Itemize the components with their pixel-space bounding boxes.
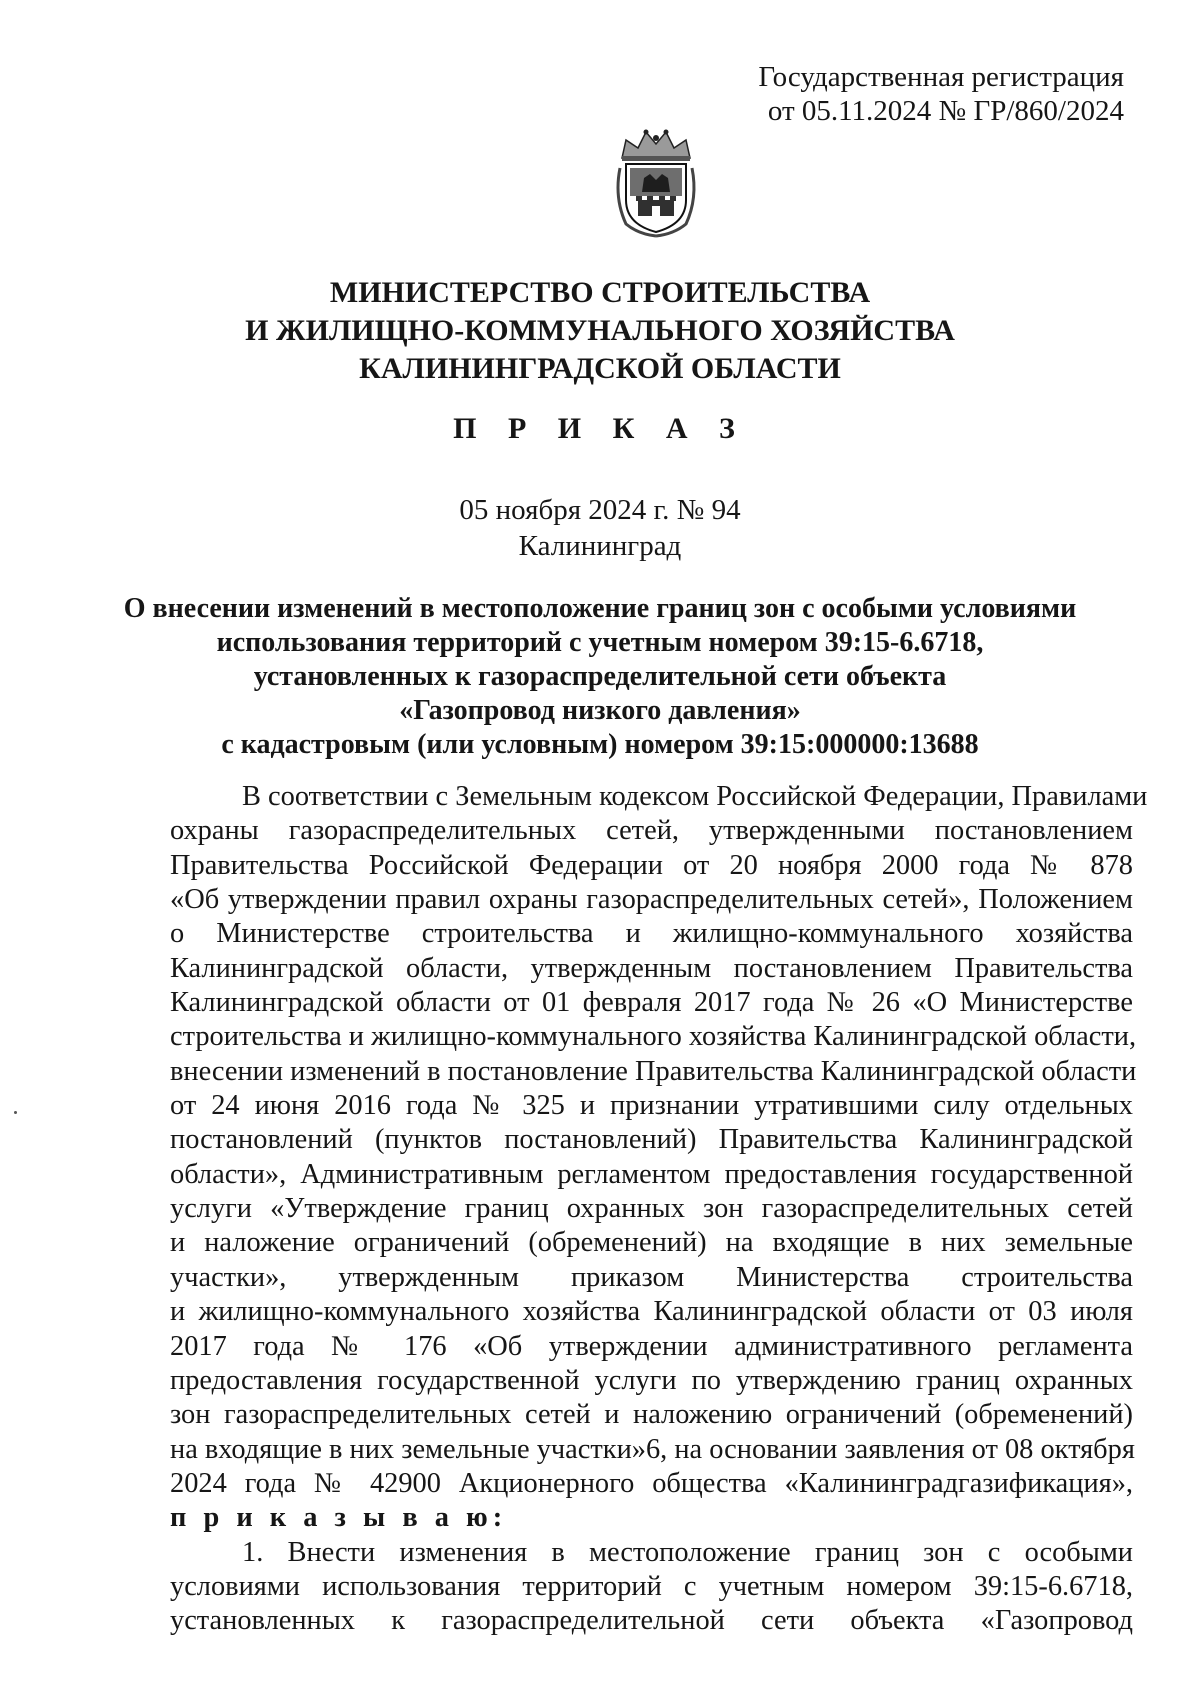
body-line: внесении изменений в постановление Правительства Калининградской области	[170, 1055, 1137, 1087]
body-line: охраны газораспределительных сетей, утвержденными постановлением	[170, 815, 1133, 847]
item-line: 1. Внести изменения в местоположение границ зон с особыми	[242, 1536, 1133, 1568]
body-line: Правительства Российской Федерации от 20 ноября 2000 года № 878	[170, 849, 1133, 881]
body-line: и наложение ограничений (обременений) на входящие в них земельные	[170, 1227, 1133, 1259]
ministry-name	[0, 274, 1200, 388]
body-line: услуги «Утверждение границ охранных зон газораспределительных сетей	[170, 1193, 1133, 1225]
registration-label: Государственная регистрация	[758, 61, 1124, 93]
ministry-line: МИНИСТЕРСТВО СТРОИТЕЛЬСТВА	[329, 276, 871, 309]
subject-line: использования территорий с учетным номером 39:15-6.6718,	[216, 627, 984, 658]
body-line: участки», утвержденным приказом Министерства строительства	[170, 1261, 1133, 1293]
body-line: о Министерстве строительства и жилищно-коммунального хозяйства	[170, 918, 1133, 950]
body-line: и жилищно-коммунального хозяйства Калининградской области от 03 июля	[170, 1296, 1133, 1328]
order-city: Калининград	[518, 530, 682, 562]
body-line: на входящие в них земельные участки»6, на основании заявления от 08 октября	[170, 1433, 1135, 1465]
scan-speck	[14, 1111, 17, 1114]
body-line: строительства и жилищно-коммунального хозяйства Калининградской области,	[170, 1021, 1137, 1053]
body-line: зон газораспределительных сетей и наложению ограничений (обременений)	[170, 1399, 1133, 1431]
order-date-number: 05 ноября 2024 г. № 94	[459, 494, 741, 526]
subject-line: установленных к газораспределительной сети объекта	[253, 661, 947, 692]
order-date-block	[0, 492, 1200, 564]
ministry-line: КАЛИНИНГРАДСКОЙ ОБЛАСТИ	[359, 352, 841, 385]
body-line: от 24 июня 2016 года № 325 и признании утратившими силу отдельных	[170, 1090, 1133, 1122]
body-line: В соответствии с Земельным кодексом Российской Федерации, Правилами	[242, 781, 1148, 812]
ministry-line: И ЖИЛИЩНО-КОММУНАЛЬНОГО ХОЗЯЙСТВА	[245, 314, 955, 347]
subject-line: с кадастровым (или условным) номером 39:15:000000:13688	[221, 729, 979, 760]
body-line: предоставления государственной услуги по утверждению границ охранных	[170, 1364, 1133, 1396]
decree-line	[170, 1501, 1133, 1535]
item-line: условиями использования территорий с учетным номером 39:15-6.6718,	[170, 1570, 1133, 1602]
order-subject	[0, 592, 1200, 762]
registration-number: от 05.11.2024 № ГР/860/2024	[767, 95, 1124, 127]
body-line: постановлений (пунктов постановлений) Правительства Калининградской	[170, 1124, 1133, 1156]
document-type-title: П Р И К А З	[453, 412, 747, 445]
subject-line: О внесении изменений в местоположение границ зон с особыми условиями	[123, 593, 1077, 624]
body-line: Калининградской области от 01 февраля 2017 года № 26 «О Министерстве	[170, 987, 1133, 1019]
body-line: 2017 года № 176 «Об утверждении административного регламента	[170, 1330, 1133, 1362]
coat-of-arms-icon	[612, 128, 700, 240]
body-line: Калининградской области, утвержденным постановлением Правительства	[170, 952, 1133, 984]
body-line: 2024 года № 42900 Акционерного общества «Калининградгазификация»,	[170, 1467, 1133, 1499]
item-line: установленных к газораспределительной сети объекта «Газопровод	[170, 1605, 1133, 1637]
decree-word: п р и к а з ы в а ю:	[170, 1502, 508, 1534]
body-line: области», Административным регламентом предоставления государственной	[170, 1158, 1133, 1190]
body-line: «Об утверждении правил охраны газораспределительных сетей», Положением	[170, 884, 1133, 916]
registration-stamp	[704, 60, 1124, 128]
order-body	[170, 780, 1148, 1639]
subject-line: «Газопровод низкого давления»	[399, 695, 801, 726]
